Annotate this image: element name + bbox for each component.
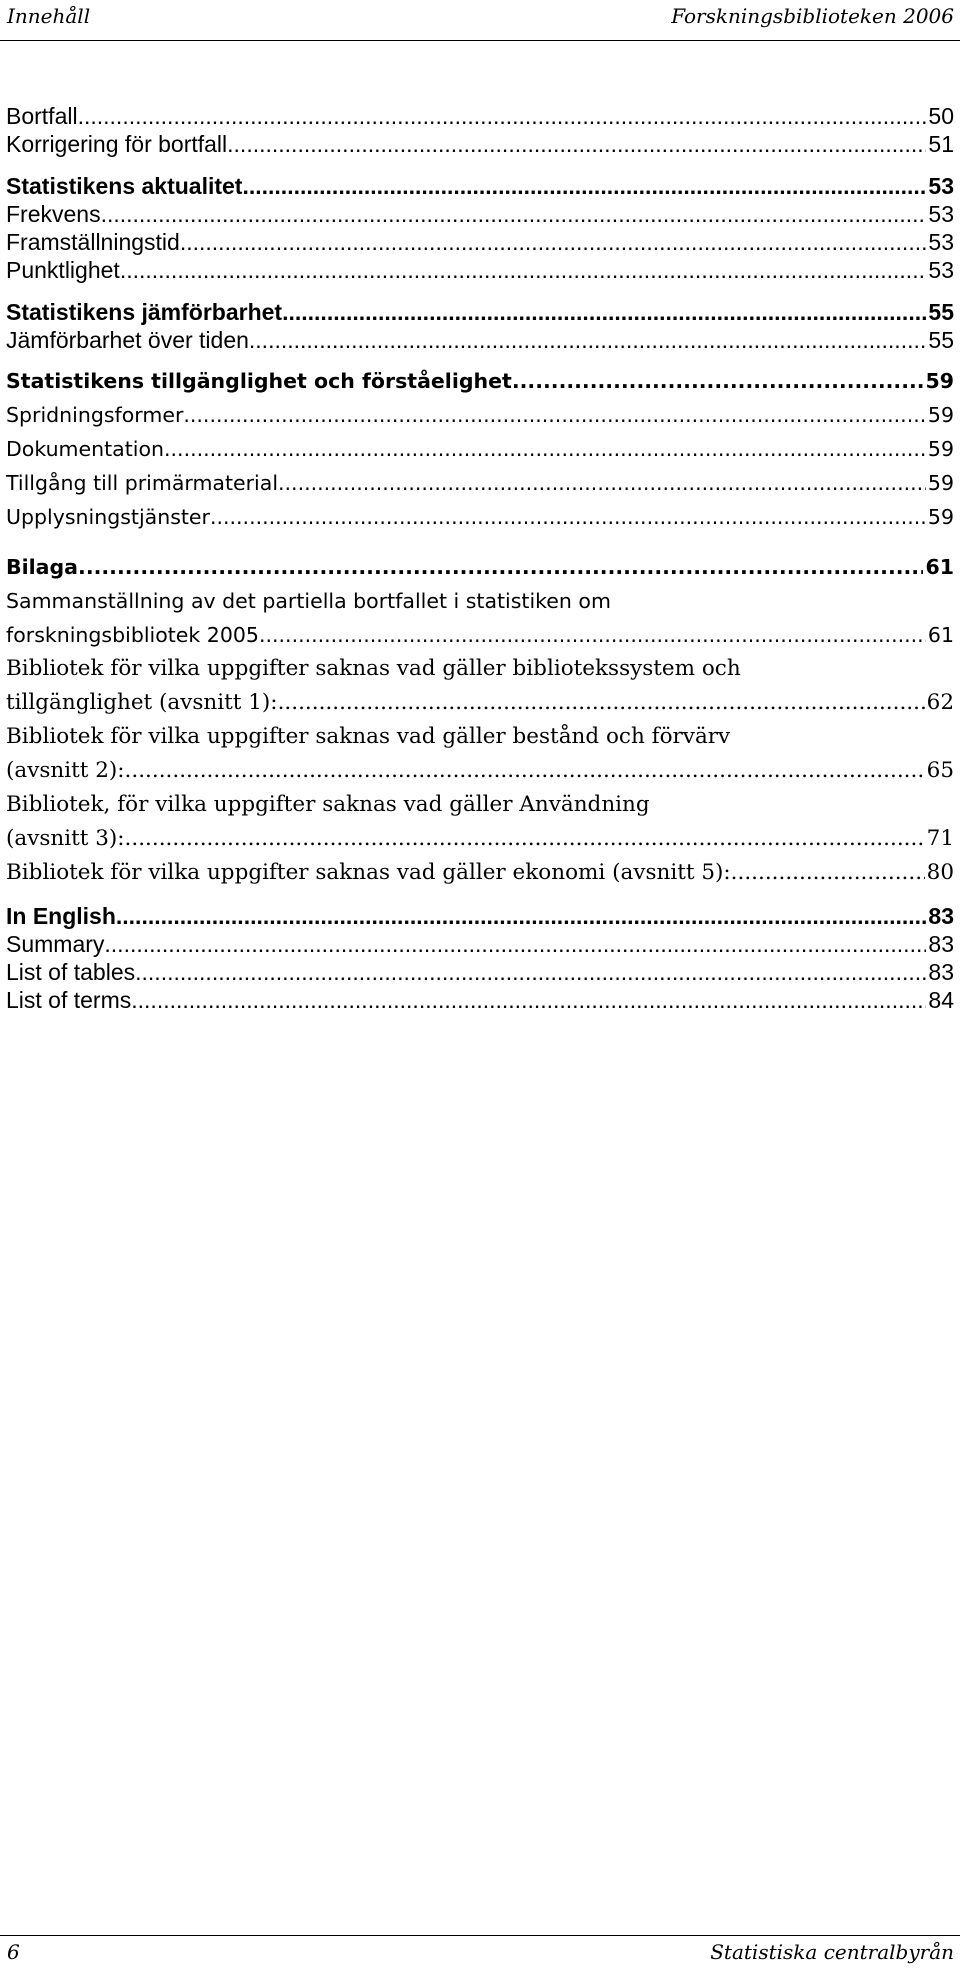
toc-entry-title: Statistikens aktualitet	[6, 173, 243, 199]
toc-entry-title: Tillgång till primärmaterial	[6, 471, 279, 495]
toc-entry[interactable]	[6, 466, 954, 500]
toc-entry-title: Jämförbarhet över tiden	[6, 327, 249, 353]
toc-entry-title: Korrigering för bortfall	[6, 131, 228, 157]
toc-entry[interactable]	[6, 398, 954, 432]
dot-leader	[131, 986, 926, 1014]
toc-entry-page: 65	[926, 758, 954, 783]
dot-leader	[512, 364, 924, 398]
table-of-contents	[6, 102, 954, 1014]
page-number: 6	[7, 1940, 20, 1964]
dot-leader	[249, 326, 927, 354]
running-header-right: Forskningsbiblioteken 2006	[671, 4, 954, 28]
toc-entry-title: Framställningstid	[6, 229, 180, 255]
dot-leader	[278, 466, 926, 500]
toc-entry-page: 83	[928, 959, 954, 985]
toc-entry[interactable]	[6, 256, 954, 284]
toc-entry-title-line1: Bibliotek för vilka uppgifter saknas vad gäller bibliotekssystem och	[6, 656, 741, 681]
dot-leader	[78, 550, 923, 584]
toc-entry-title: Punktlighet	[6, 257, 120, 283]
dot-leader	[242, 172, 926, 200]
running-header-left: Innehåll	[7, 4, 91, 28]
toc-entry[interactable]	[6, 958, 954, 986]
dot-leader	[78, 102, 927, 130]
toc-entry-page: 59	[927, 471, 954, 495]
toc-entry[interactable]	[6, 500, 954, 534]
toc-entry-title: Spridningsformer	[6, 403, 184, 427]
toc-entry[interactable]	[6, 986, 954, 1014]
toc-entry-title: Dokumentation	[6, 437, 165, 461]
toc-entry[interactable]	[6, 298, 954, 326]
toc-entry[interactable]	[6, 364, 954, 398]
toc-entry-page: 61	[925, 555, 954, 579]
toc-entry-page: 59	[925, 369, 954, 393]
toc-entry-page: 84	[928, 987, 954, 1013]
toc-entry-title: Bibliotek för vilka uppgifter saknas vad gäller ekonomi (avsnitt 5):	[6, 860, 731, 885]
page-footer	[0, 1935, 960, 1970]
toc-entry[interactable]	[6, 720, 954, 788]
dot-leader	[282, 298, 926, 326]
toc-entry[interactable]	[6, 584, 954, 652]
toc-entry[interactable]	[6, 200, 954, 228]
toc-entry-title-line2: (avsnitt 2):	[6, 758, 125, 783]
toc-entry-page: 59	[927, 403, 954, 427]
toc-entry-page: 53	[928, 257, 954, 283]
dot-leader	[227, 130, 926, 158]
dot-leader	[120, 256, 927, 284]
toc-entry-title-line1: Sammanställning av det partiella bortfallet i statistiken om	[6, 589, 611, 613]
toc-entry-page: 55	[928, 299, 954, 325]
dot-leader	[116, 902, 927, 930]
dot-leader	[101, 200, 927, 228]
toc-entry-title: Frekvens	[6, 201, 101, 227]
dot-leader	[164, 432, 926, 466]
running-header	[0, 0, 960, 41]
toc-entry[interactable]	[6, 102, 954, 130]
dot-leader	[278, 686, 925, 720]
toc-entry-page: 53	[928, 173, 954, 199]
toc-entry-page: 59	[927, 505, 954, 529]
publisher-name: Statistiska centralbyrån	[710, 1940, 954, 1964]
dot-leader	[135, 958, 926, 986]
toc-entry-title: List of terms	[6, 987, 132, 1013]
toc-entry[interactable]	[6, 902, 954, 930]
toc-entry-title: List of tables	[6, 959, 136, 985]
toc-entry-page: 83	[928, 931, 954, 957]
toc-entry-page: 80	[926, 860, 954, 885]
toc-entry-page: 59	[927, 437, 954, 461]
toc-entry-title: Bortfall	[6, 103, 78, 129]
dot-leader	[125, 822, 925, 856]
dot-leader	[259, 618, 926, 652]
toc-entry-page: 71	[926, 826, 954, 851]
toc-entry-title: Summary	[6, 931, 105, 957]
toc-entry-title: Statistikens jämförbarhet	[6, 299, 283, 325]
toc-entry-title: Upplysningstjänster	[6, 505, 210, 529]
toc-entry[interactable]	[6, 788, 954, 856]
toc-entry-page: 51	[928, 131, 954, 157]
toc-entry[interactable]	[6, 172, 954, 200]
dot-leader	[210, 500, 926, 534]
toc-entry-title: In English	[6, 903, 116, 929]
toc-entry-title: Statistikens tillgänglighet och förståelighet	[6, 369, 512, 393]
dot-leader	[183, 398, 926, 432]
toc-entry-title-line2: tillgänglighet (avsnitt 1):	[6, 690, 278, 715]
toc-entry-page: 53	[928, 229, 954, 255]
toc-entry-title: Bilaga	[6, 555, 79, 579]
toc-entry-title-line1: Bibliotek för vilka uppgifter saknas vad gäller bestånd och förvärv	[6, 724, 731, 749]
toc-entry-title-line1: Bibliotek, för vilka uppgifter saknas vad gäller Användning	[6, 792, 650, 817]
toc-entry[interactable]	[6, 228, 954, 256]
toc-entry-title-line2: (avsnitt 3):	[6, 826, 125, 851]
toc-entry[interactable]	[6, 130, 954, 158]
dot-leader	[104, 930, 926, 958]
toc-entry[interactable]	[6, 326, 954, 354]
toc-entry[interactable]	[6, 652, 954, 720]
toc-entry-title-line2: forskningsbibliotek 2005	[6, 623, 259, 647]
toc-entry-page: 62	[926, 690, 954, 715]
toc-entry-page: 53	[928, 201, 954, 227]
toc-entry-page: 55	[928, 327, 954, 353]
toc-entry[interactable]	[6, 930, 954, 958]
dot-leader	[731, 856, 925, 890]
dot-leader	[125, 754, 925, 788]
toc-entry[interactable]	[6, 856, 954, 890]
toc-entry[interactable]	[6, 432, 954, 466]
toc-entry-page: 83	[928, 903, 954, 929]
toc-entry-page: 50	[928, 103, 954, 129]
toc-entry[interactable]	[6, 550, 954, 584]
toc-entry-page: 61	[927, 623, 954, 647]
dot-leader	[180, 228, 927, 256]
